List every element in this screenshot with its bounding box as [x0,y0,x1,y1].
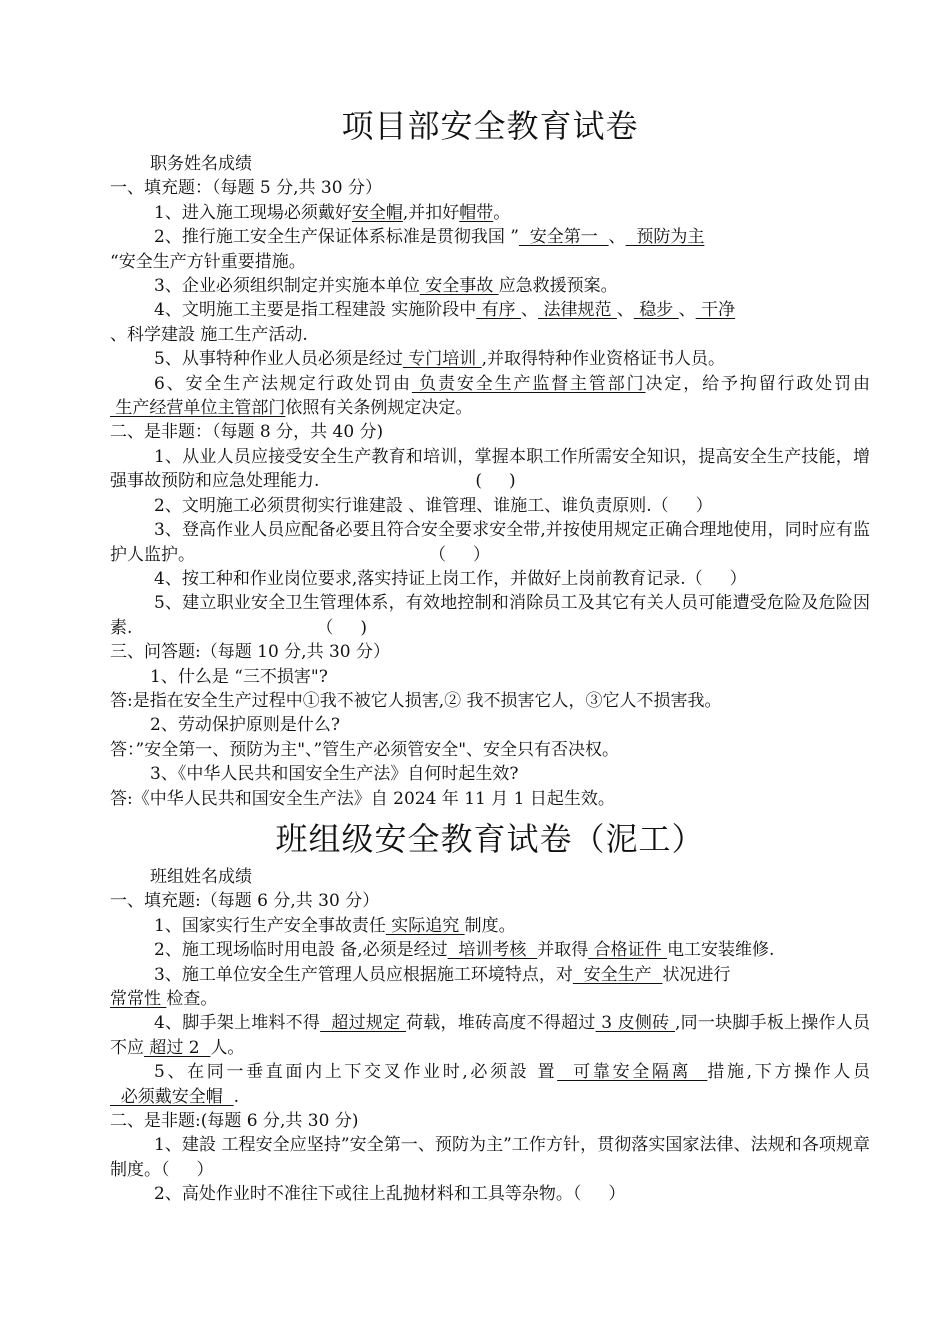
answer-blank: 预防为主 [625,227,705,248]
text: 1、从业人员应接受安全生产教育和培训，掌握本职工作所需安全知识，提高安全生产技能，增强事故预防和应急处理能力. [110,446,870,492]
doc1-qa-a3: 答:《中华人民共和国安全生产法》自 2024 年 11 月 1 日起生效。 [110,788,615,809]
text: 5、在同一垂直面内上下交叉作业时,必须設 置 [154,1062,558,1083]
text: 1、进入施工现場必须戴好 [154,202,352,223]
answer-blank: 法律规范 [538,300,617,321]
answer-blank: 超过 2 [144,1037,211,1058]
answer-blank: 有序 [476,300,522,321]
doc2-fill-q2 [110,938,870,962]
answer-paren: （ ） [429,544,491,565]
answer-blank: 超过规定 [320,1013,407,1034]
doc1-fill-q1 [110,201,870,225]
doc1-sec3-heading: 三、问答题:（每题 10 分,共 30 分） [110,642,391,663]
text: 依照有关条例规定决定。 [285,398,473,419]
text: 2、推行施工安全生产保证体系标准是贯彻我国 ” [154,227,519,248]
answer-paren: （ ) [316,617,368,638]
text: 3、施工单位安全生产管理人员应根据施工环境特点，对 [154,964,573,985]
text: 人。 [210,1037,245,1058]
text: 检查。 [166,989,218,1009]
answer-blank: 安全帽 [351,202,403,223]
doc2-header: 班组姓名成绩 [150,866,252,887]
answer-blank: 干净 [695,300,736,321]
text: 3、企业必须组织制定并实施本单位 [154,276,420,297]
answer-blank: 3 皮侧砖 [595,1013,676,1034]
doc1-qa-q2: 2、劳动保护原则是什么? [150,715,340,736]
doc1-fill-q2 [110,225,870,274]
doc2-fill-q5 [110,1060,870,1109]
text: 并取得 [537,940,589,961]
doc1-sec2-heading: 二、是非题：（每题 8 分，共 40 分) [110,422,384,443]
text: ,并取得特种作业资格证书人员。 [481,349,726,370]
doc1-fill-q5 [110,347,870,371]
doc1-qa-a2: 答：”安全第一、预防为主"、”管生产必须管安全"、安全只有否决权。 [110,739,620,760]
text: 、 [521,300,539,321]
doc2-tf-q1: 1、建設 工程安全应坚持”安全第一、预防为主”工作方针，贯彻落实国家法律、法规和各项规章制度。（ ） [110,1135,870,1180]
doc1-fill-q3 [110,274,870,298]
text: 、 [608,227,626,248]
doc1-qa-q1: 1、什么是 “三不损害"? [150,666,328,687]
text: 1、国家实行生产安全事故责任 [154,915,386,936]
text: 电工安装维修. [667,940,775,961]
text: 4、脚手架上堆料不得 [154,1013,321,1034]
answer-paren: ( ) [475,471,516,492]
text: 、科学建設 施工生产活动. [110,324,308,345]
answer-blank: 必须戴安全帽 [110,1086,234,1107]
text: 、 [616,300,634,321]
text: 。 [493,202,511,223]
doc2-fill-q4 [110,1011,870,1060]
doc1-sec1-heading: 一、填充题：（每题 5 分,共 30 分） [110,178,382,199]
text: ,并扣好 [402,202,460,223]
answer-blank: 安全事故 [419,276,499,297]
doc2-sec2-heading: 二、是非题:(每题 6 分,共 30 分) [110,1111,359,1132]
doc1-tf-q5 [110,591,870,640]
doc2-fill-q1 [110,914,870,938]
text: 状况进行 [662,964,731,985]
text: 荷载，堆砖高度不得超过 [406,1013,596,1034]
doc2-title: 班组级安全教育试卷（泥工） [275,819,705,858]
answer-blank: 帽带 [459,202,494,223]
text: 决定，给予拘留行政处罚由 [645,373,871,394]
answer-blank: 培训考核 [447,940,538,961]
doc1-fill-q4 [110,298,870,347]
answer-blank: 安全生产 [572,964,663,985]
text: 措施,下方操作人员 [707,1062,871,1083]
text: 6、安全生产法规定行政处罚由 [154,373,412,394]
text: 、 [678,300,696,321]
answer-blank: 生产经营单位主管部门 [110,398,286,419]
text: 3、登高作业人员应配备必要且符合安全要求安全带,并按使用规定正确合理地使用，同时应有监护人监护。 [110,520,870,565]
text: 5、建立职业安全卫生管理体系，有效地控制和消除员工及其它有关人员可能遭受危险及危险因素. [110,593,870,638]
doc1-tf-q1 [110,445,870,494]
doc1-qa-a1: 答:是指在安全生产过程中①我不被它人损害,② 我不损害它人，③它人不损害我。 [110,690,722,711]
text: 4、文明施工主要是指工程建設 实施阶段中 [154,300,477,321]
text: 2、施工现场临时用电設 备,必须是经过 [154,940,448,961]
doc2-tf-q2: 2、高处作业时不准往下或往上乱抛材料和工具等杂物。（ ） [154,1184,626,1205]
doc1-tf-q3 [110,518,870,567]
doc1-tf-q2: 2、文明施工必须贯彻实行谁建設 、谁管理、谁施工、谁负责原则.（ ） [154,495,713,516]
document-page [110,100,870,1207]
answer-blank: 合格证件 [588,940,668,961]
answer-blank: 可靠安全隔离 [557,1062,708,1083]
text: 制度。 [464,915,516,936]
doc1-tf-q4: 4、按工种和作业岗位要求,落实持证上岗工作，并做好上岗前教育记录.（ ） [154,568,747,589]
text: “安全生产方针重要措施。 [110,251,306,272]
doc1-title: 项目部安全教育试卷 [341,107,639,145]
text: 应急救援预案。 [498,276,618,297]
answer-blank: 安全第一 [518,227,609,248]
answer-blank: 负责安全生产监督主管部门 [411,373,646,394]
text: ,同一块脚手板上操作人员不应 [110,1013,871,1058]
answer-blank: 专门培训 [402,349,482,370]
doc2-sec1-heading: 一、填充题:（每题 6 分,共 30 分） [110,891,380,912]
answer-blank: 常常性 [110,989,167,1009]
answer-blank: 实际追究 [385,915,465,936]
answer-blank: 稳步 [633,300,679,321]
doc1-fill-q6 [110,372,870,421]
doc1-qa-q3: 3、《中华人民共和国安全生产法》自何时起生效? [150,764,519,785]
text: . [233,1086,240,1107]
doc1-header: 职务姓名成绩 [150,154,252,174]
doc2-fill-q3 [110,963,870,1012]
text: 5、从事特种作业人员必须是经过 [154,349,403,370]
